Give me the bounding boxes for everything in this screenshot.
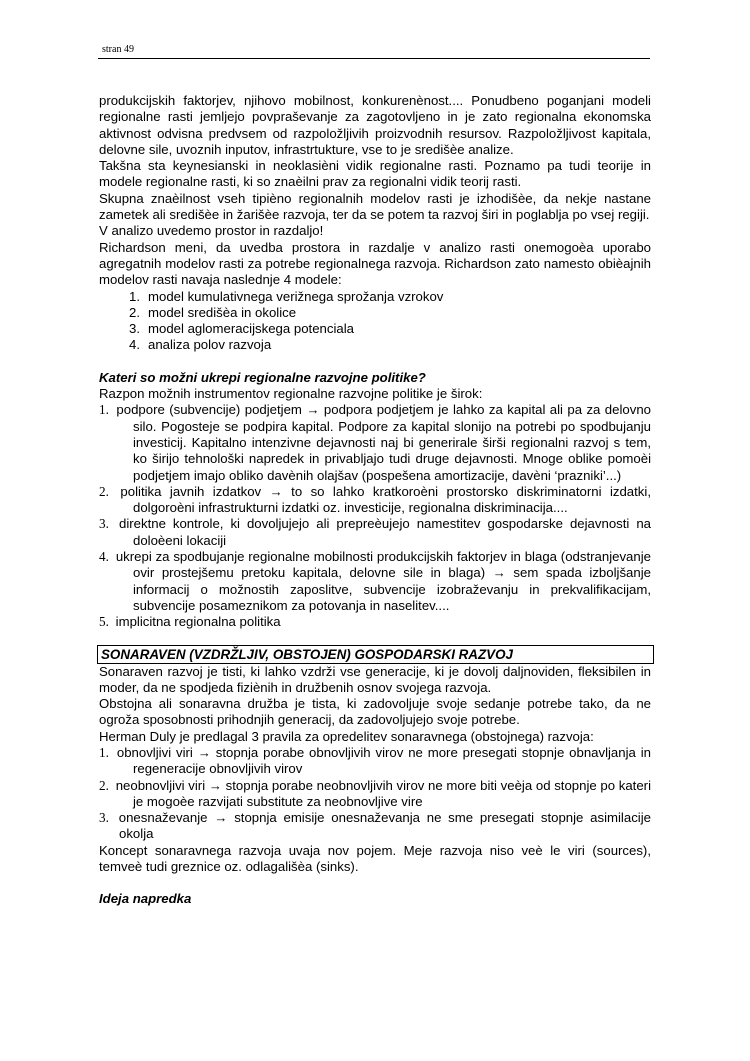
list-item: 2. model središèa in okolice (129, 304, 297, 320)
sustainable-paragraph-1: Sonaraven razvoj je tisti, ki lahko vzdrži vse generacije, ki je dovolj daljnoviden, fleksibilen in moder, da ne spodjeda fiziènih in družbenih osnov svojega razvoja. (99, 663, 651, 695)
list-item: 3. direktne kontrole, ki dovoljujejo ali prepreèujejo namestitev gospodarske dejavnosti na doloèeni lokaciji (99, 516, 651, 548)
progress-heading: Ideja napredka (99, 891, 192, 907)
paragraph-space-distance: V analizo uvedemo prostor in razdaljo! (99, 223, 324, 239)
policy-intro: Razpon možnih instrumentov regionalne razvojne politike je širok: (99, 386, 483, 402)
list-item: 4. analiza polov razvoja (129, 337, 272, 353)
list-item: 3. onesnaževanje → stopnja emisije onesnaževanja ne sme presegati stopnje asimilacije okolja (99, 810, 651, 842)
sustainable-paragraph-4: Koncept sonaravnega razvoja uvaja nov pojem. Meje razvoja niso veè le viri (sources), temveè tudi greznice oz. odlagališèa (sinks). (99, 842, 651, 875)
paragraph-common-feature: Skupna znaèilnost vseh tipièno regionalnih modelov rasti je izhodišèe, da nekje nastane zametek ali središèe in žarišèe razvoja, ter da se potem ta razvoj širi in poglablja po vsej regiji. (99, 190, 651, 223)
paragraph-keynesian: Takšna sta keynesianski in neoklasièni vidik regionalne rasti. Poznamo pa tudi teorije in modele regionalne rasti, ki so znaèilni prav za regionalni vidik teorij rasti. (99, 158, 651, 190)
paragraph-richardson: Richardson meni, da uvedba prostora in razdalje v analizo rasti onemogoèa uporabo agregatnih modelov rasti za potrebe regionalnega razvoja. Richardson zato namesto obièajnih modelov rasti navaja naslednje 4 modele: (99, 239, 651, 288)
sustainability-rules-list (99, 745, 651, 810)
intro-paragraph: produkcijskih faktorjev, njihovo mobilnost, konkurenènost.... Ponudbeno poganjani modeli regionalne rasti jemljejo povpraševanje za zagotovljeno in je zato regionalna ekonomska aktivnost odvisna predvsem od razpoložljivih proizvodnih resursov. Razpoložljivost kapitala, delovne sile, uvoznih inputov, infrastrtukture, vse to je središèe analize. (99, 93, 651, 157)
list-item: 1. obnovljivi viri → stopnja porabe obnovljivih virov ne more presegati stopnje obnavljanja in regeneracije obnovljivih virov (99, 744, 651, 777)
spacer (99, 354, 651, 370)
list-item: 2. neobnovljivi viri → stopnja porabe neobnovljivih virov ne more biti veèja od stopnje po kateri je mogoèe razvijati substitute za neobnovljive vire (99, 777, 652, 809)
spacer (99, 631, 651, 645)
list-item: 2. politika javnih izdatkov → to so lahko kratkoroèni prostorsko diskriminatorni izdatki, dolgoroèni infrastrukturni izdatki oz. investicije, regionalna diskriminacija.... (99, 483, 651, 516)
page-header (98, 44, 650, 59)
list-item: 4. ukrepi za spodbujanje regionalne mobilnosti produkcijskih faktorjev in blaga (odstranjevanje ovir prostejšemu pretoku kapitala, delovne sile in blaga) → sem spada izboljšanje informacij o možnostih zaposlitve, subvencije izobraževanju in prekvalifikacijam, subvencije posameznikom za potovanja in naselitev.... (99, 549, 651, 613)
policy-measures-list (99, 402, 651, 630)
sustainability-rules-list-cont (99, 810, 651, 843)
policy-heading: Kateri so možni ukrepi regionalne razvojne politike? (99, 369, 426, 385)
sustainable-paragraph-3: Herman Duly je predlagal 3 pravila za opredelitev sonaravnega (obstojnega) razvoja: (99, 728, 594, 744)
sustainable-heading-box: SONARAVEN (VZDRŽLJIV, OBSTOJEN) GOSPODARSKI RAZVOJ (97, 645, 654, 664)
page-number-label: stran 49 (102, 44, 134, 55)
sustainable-paragraph-2: Obstojna ali sonaravna družba je tista, ki zadovoljuje svoje sedanje potrebe tako, da ne ogroža sposobnosti prihodnjih generacij, da zadovoljujejo svoje potrebe. (99, 696, 651, 728)
list-item: 1. podpore (subvencije) podjetjem → podpora podjetjem je lahko za kapital ali pa za delovno silo. Pogosteje se podpira kapital. Podpore za kapital slonijo na potrebi po spodbujanju investicij. Kapitalno intenzivne dejavnosti naj bi generirale širši regionalni razvoj s tem, ko širijo tehnološki napredek in privabljajo tudi druge dejavnosti. Mnoge oblike pomoèi podjetjem imajo obliko davènih olajšav (pospešena amortizacije, davèni ‘prazniki’...) (99, 402, 651, 483)
list-item: 1. model kumulativnega verižnega sprožanja vzrokov (129, 288, 444, 304)
spacer (99, 875, 651, 891)
list-item: 5. implicitna regionalna politika (99, 614, 281, 630)
list-item: 3. model aglomeracijskega potenciala (129, 321, 354, 337)
page-content (99, 93, 651, 908)
models-list (99, 289, 651, 354)
